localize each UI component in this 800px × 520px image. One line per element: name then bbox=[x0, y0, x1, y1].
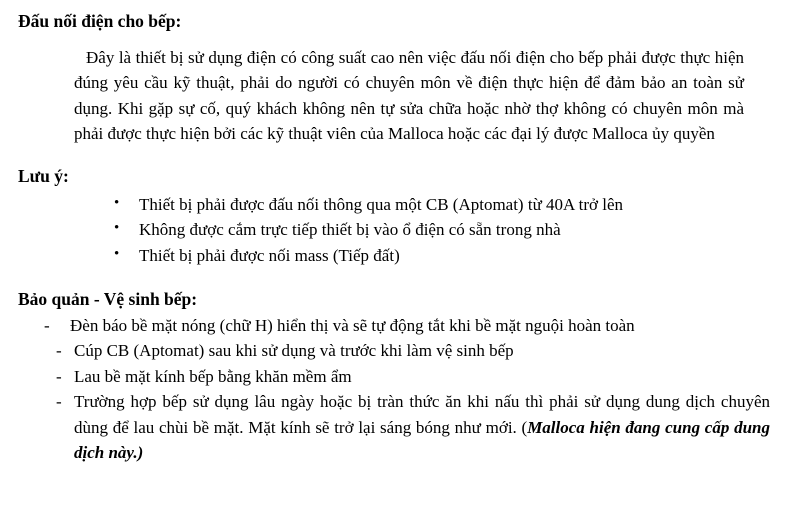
maintenance-item-text: Cúp CB (Aptomat) sau khi sử dụng và trước khi làm vệ sinh bếp bbox=[74, 341, 514, 361]
heading-notes: Lưu ý: bbox=[18, 165, 69, 186]
list-item bbox=[14, 338, 786, 364]
list-item bbox=[14, 389, 786, 466]
maintenance-item-text: Lau bề mặt kính bếp bằng khăn mềm ẩm bbox=[74, 366, 352, 386]
notes-item-text: Không được cắm trực tiếp thiết bị vào ổ điện có sẵn trong nhà bbox=[139, 220, 561, 239]
heading-wiring: Đấu nối điện cho bếp: bbox=[18, 11, 182, 31]
heading-maintenance: Bảo quản - Vệ sinh bếp: bbox=[18, 289, 198, 309]
maintenance-item-text: Đèn báo bề mặt nóng (chữ H) hiển thị và sẽ tự động tắt khi bề mặt nguội hoàn toàn bbox=[70, 315, 635, 335]
list-item bbox=[14, 217, 786, 243]
maintenance-list bbox=[14, 313, 786, 466]
maintenance-item-text: Trường hợp bếp sử dụng lâu ngày hoặc bị tràn thức ăn khi nấu thì phải sử dụng dung dịch chuyên dùng để lau chùi bề mặt. Mặt kính sẽ trở lại sáng bóng như mới. ( bbox=[74, 392, 770, 437]
list-item bbox=[14, 364, 786, 390]
maintenance-item-emphasis: Malloca hiện đang cung cấp dung dịch này.) bbox=[74, 417, 770, 463]
notes-item-text: Thiết bị phải được nối mass (Tiếp đất) bbox=[139, 245, 400, 265]
list-item bbox=[14, 243, 786, 269]
notes-item-text: Thiết bị phải được đấu nối thông qua một CB (Aptomat) từ 40A trở lên bbox=[139, 194, 624, 214]
notes-list bbox=[14, 192, 786, 269]
paragraph-wiring: Đây là thiết bị sử dụng điện có công suất cao nên việc đấu nối điện cho bếp phải được thực hiện đúng yêu cầu kỹ thuật, phải do người có chuyên môn về điện thực hiện để đảm bảo an toàn sử dụng. Khi gặp sự cố, quý khách không nên tự sửa chữa hoặc nhờ thợ không có chuyên môn mà phải được thực hiện bởi các kỹ thuật viên của Malloca hoặc các đại lý được Malloca ủy quyền bbox=[74, 47, 744, 144]
list-item bbox=[14, 192, 786, 218]
list-item bbox=[14, 313, 786, 339]
